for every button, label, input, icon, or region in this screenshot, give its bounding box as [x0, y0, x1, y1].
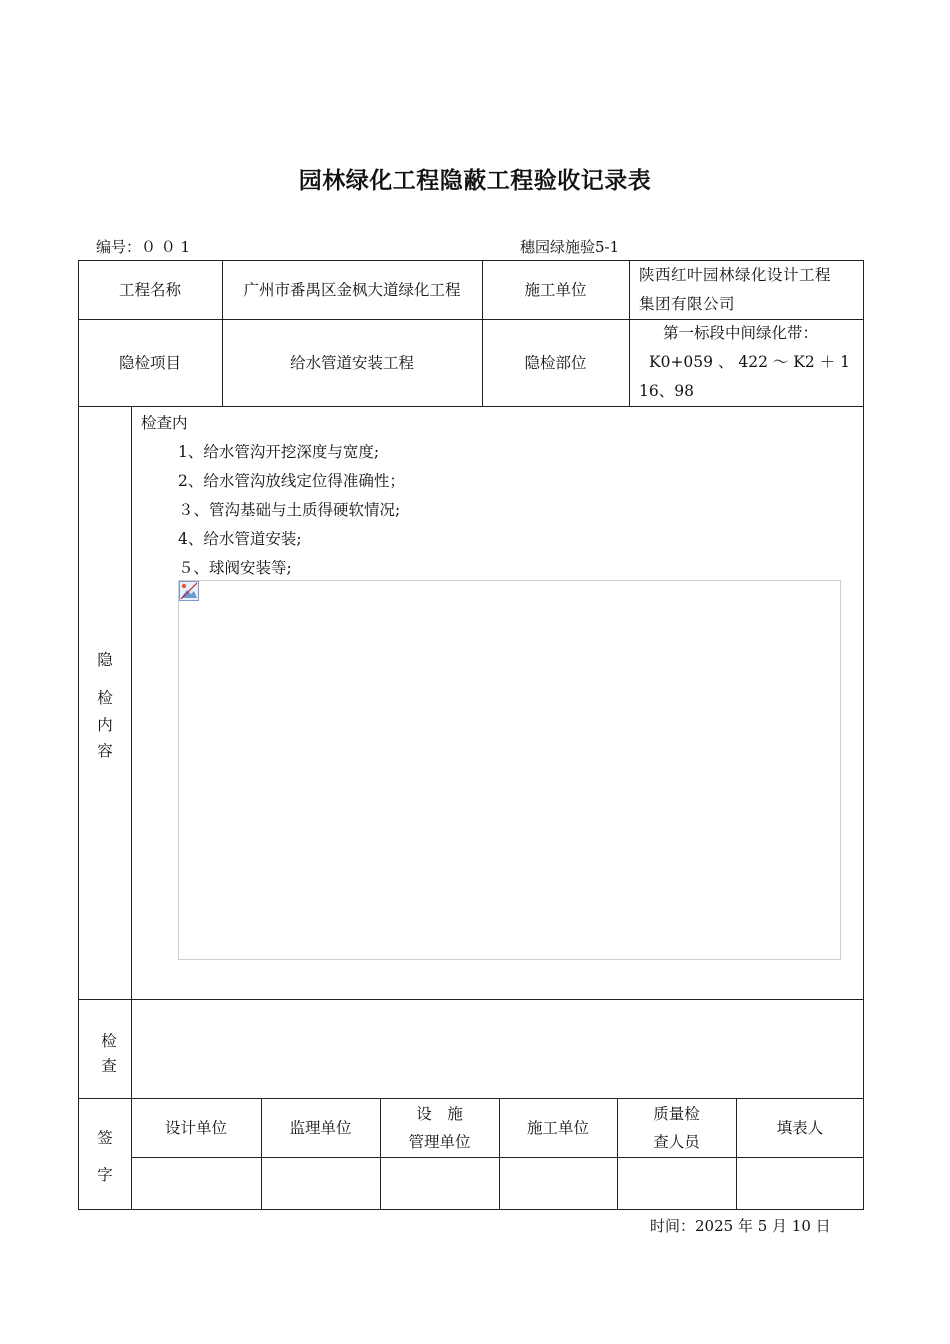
- sign-side-label-2: 字: [97, 1166, 113, 1184]
- content-item-3: ３、管沟基础与土质得硬软情况;: [178, 501, 401, 519]
- content-side-label-1: 隐: [97, 651, 113, 669]
- sign-side-label-1: 签: [97, 1129, 113, 1147]
- broken-image-icon: [179, 581, 199, 601]
- project-name-value: 广州市番禺区金枫大道绿化工程: [243, 280, 461, 299]
- sign-header-line: 质量检: [653, 1104, 700, 1123]
- sign-header-construction-unit: [499, 1098, 617, 1157]
- content-heading: 检查内: [141, 414, 188, 432]
- sign-header-form-filler: [736, 1098, 864, 1157]
- sign-header-facility-management: [380, 1098, 499, 1157]
- location-line1: 第一标段中间绿化带：: [663, 324, 819, 342]
- sign-header-line: 填表人: [776, 1118, 824, 1137]
- serial-number: 编号：０ ０ 1: [96, 238, 191, 256]
- table-rule: [131, 406, 132, 1210]
- inspection-item-label: 隐检项目: [118, 353, 181, 372]
- signature-cell-design[interactable]: [131, 1157, 261, 1210]
- content-item-4: 4、给水管道安装;: [178, 530, 302, 548]
- record-date: 时间：2025 年 5 月 10 日: [650, 1217, 831, 1235]
- sign-header-line: 管理单位: [408, 1132, 471, 1151]
- project-name-label: 工程名称: [118, 280, 181, 299]
- document-title: 园林绿化工程隐蔽工程验收记录表: [298, 167, 652, 194]
- content-side-label-2: 检: [97, 689, 113, 707]
- signature-cell-construction[interactable]: [499, 1157, 617, 1210]
- signature-cell-facility[interactable]: [380, 1157, 499, 1210]
- sign-header-line: 监理单位: [289, 1118, 352, 1137]
- contractor-value: [629, 260, 864, 319]
- table-rule: [78, 999, 864, 1000]
- sign-header-line: 施工单位: [526, 1118, 589, 1137]
- content-item-1: 1、给水管沟开挖深度与宽度;: [178, 443, 380, 461]
- embedded-image-frame: [178, 580, 841, 960]
- inspection-item-value: 给水管道安装工程: [289, 353, 414, 372]
- content-item-5: ５、球阀安装等;: [178, 559, 292, 577]
- content-item-2: 2、给水管沟放线定位得准确性；: [178, 472, 405, 490]
- sign-header-line: 设计单位: [164, 1118, 227, 1137]
- inspection-location-label: 隐检部位: [524, 353, 587, 372]
- signature-cell-quality[interactable]: [617, 1157, 736, 1210]
- table-rule: [78, 406, 864, 407]
- check-side-label-2: 查: [101, 1057, 117, 1075]
- location-line2: K0+059 、 422 ～ K2 ＋ 1: [649, 353, 850, 371]
- sign-header-design-unit: [131, 1098, 261, 1157]
- inspection-location-value: [629, 319, 864, 406]
- sign-header-supervision-unit: [261, 1098, 380, 1157]
- sign-header-line: 设 施: [416, 1104, 463, 1123]
- signature-cell-supervision[interactable]: [261, 1157, 380, 1210]
- signature-cell-filler[interactable]: [736, 1157, 864, 1210]
- content-side-label-4: 容: [97, 742, 113, 760]
- contractor-label: 施工单位: [524, 280, 587, 299]
- form-code: 穗园绿施验5-1: [520, 238, 620, 256]
- sign-header-line: 查人员: [653, 1132, 700, 1151]
- content-side-label-3: 内: [97, 716, 113, 734]
- location-line3: 16、98: [639, 382, 694, 400]
- sign-header-quality-inspector: [617, 1098, 736, 1157]
- contractor-value-line1: 陕西红叶园林绿化设计工程: [639, 265, 832, 284]
- check-side-label-1: 检: [101, 1032, 117, 1050]
- contractor-value-line2: 集团有限公司: [639, 294, 736, 313]
